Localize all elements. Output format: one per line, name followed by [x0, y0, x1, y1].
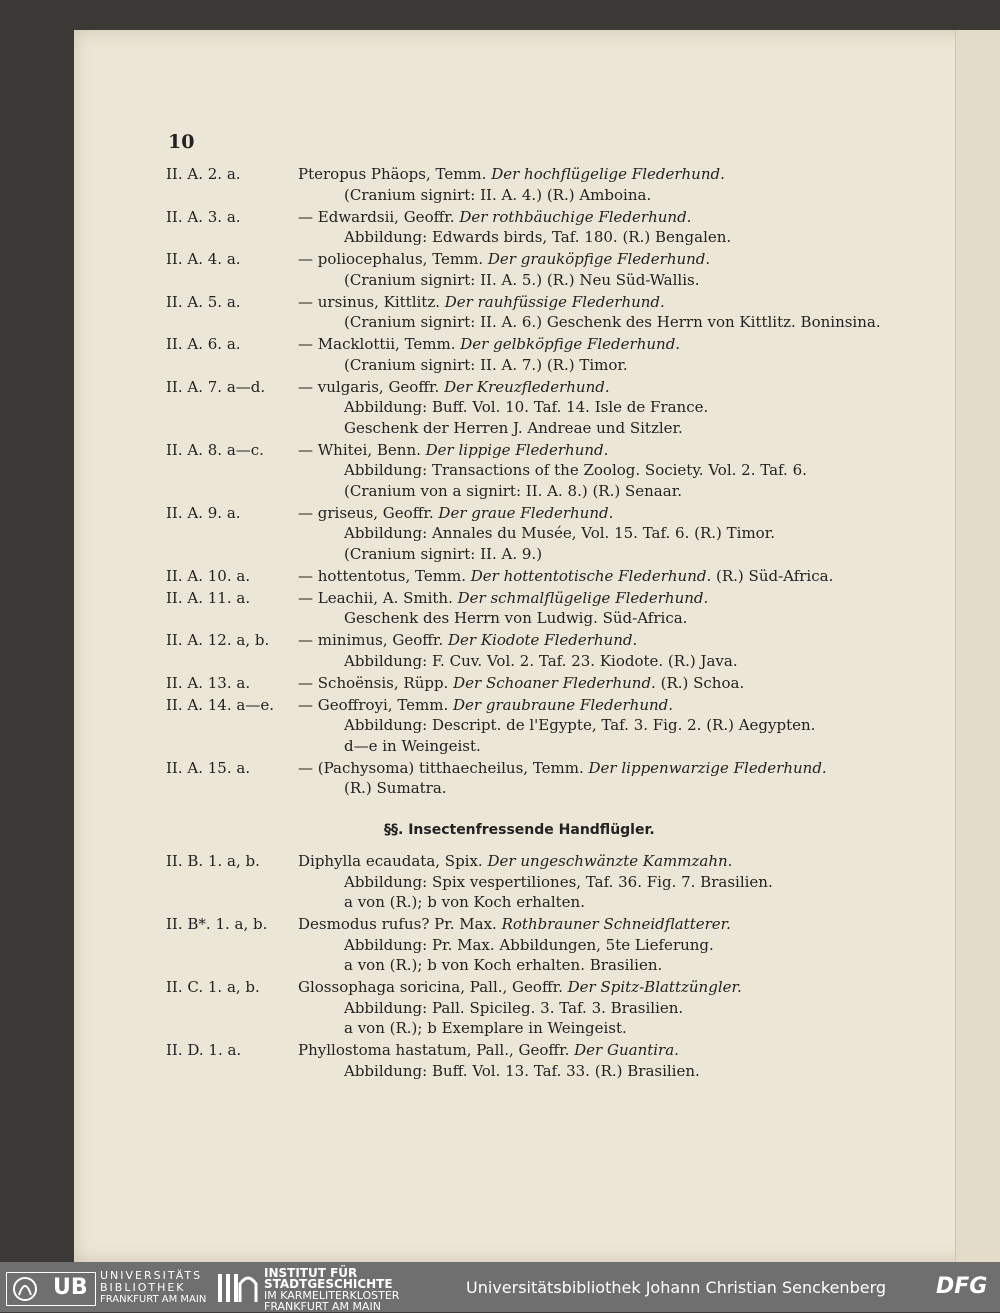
entry-detail-line: (Cranium signirt: II. A. 4.) (R.) Amboina. [344, 185, 652, 204]
entry-name [298, 504, 613, 522]
entry-detail-line: Abbildung: Buff. Vol. 13. Taf. 33. (R.) Brasilien. [344, 1061, 700, 1080]
species-name: — minimus, Geoffr. [298, 631, 448, 649]
ub-line-2: BIBLIOTHEK [100, 1281, 186, 1294]
entry-detail-line: Abbildung: Transactions of the Zoolog. Society. Vol. 2. Taf. 6. [344, 461, 807, 479]
entry-detail-line: a von (R.); b von Koch erhalten. [344, 893, 585, 911]
species-name: Pteropus Phäops, Temm. [298, 165, 492, 183]
entry-code: II. A. 12. a, b. [166, 631, 270, 649]
entry-code: II. A. 11. a. [166, 588, 251, 607]
entry-code: II. A. 7. a—d. [166, 377, 266, 396]
entry-detail-line: Abbildung: Edwards birds, Taf. 180. (R.) Bengalen. [344, 228, 732, 246]
entry-name [298, 567, 833, 585]
entry-name [298, 696, 673, 714]
german-name: Der graubraune Flederhund. [453, 695, 674, 714]
ub-logo [6, 1272, 96, 1306]
entry-code: II. A. 6. a. [166, 335, 241, 353]
species-name: — poliocephalus, Temm. [298, 250, 488, 268]
german-name: Der graue Flederhund. [438, 503, 614, 522]
entry-name [298, 208, 691, 226]
german-name: Rothbrauner Schneidflatterer. [501, 915, 731, 933]
ub-line-3: FRANKFURT AM MAIN [100, 1294, 207, 1305]
inst-line-3: IM KARMELITERKLOSTER [264, 1289, 400, 1302]
species-name: Diphylla ecaudata, Spix. [298, 852, 488, 870]
entry-tail: (R.) Süd-Africa. [711, 566, 834, 585]
entry-name [298, 674, 744, 692]
species-name: — Edwardsii, Geoffr. [298, 207, 460, 226]
german-name: Der Guantira. [574, 1041, 679, 1059]
entry-detail-line: d—e in Weingeist. [344, 736, 481, 755]
german-name: Der grauköpfige Flederhund. [487, 250, 711, 268]
entry-code: II. A. 4. a. [166, 250, 241, 268]
entry-name [298, 978, 742, 996]
species-name: — (Pachysoma) titthaecheilus, Temm. [298, 758, 589, 777]
entry-detail-line: Abbildung: Annales du Musée, Vol. 15. Taf. 6. (R.) Timor. [344, 524, 775, 542]
species-name: — vulgaris, Geoffr. [298, 377, 445, 396]
entry-detail-line: a von (R.); b von Koch erhalten. Brasilien. [344, 956, 663, 974]
entry-detail-line: a von (R.); b Exemplare in Weingeist. [344, 1019, 627, 1037]
entry-code: II. A. 15. a. [166, 758, 251, 777]
footer-bar [0, 1262, 1000, 1312]
entry-name [298, 631, 637, 649]
species-name: — griseus, Geoffr. [298, 503, 439, 522]
entry-name [298, 852, 732, 870]
species-name: — ursinus, Kittlitz. [298, 292, 445, 311]
entry-detail-line: Abbildung: Pr. Max. Abbildungen, 5te Lieferung. [344, 935, 714, 954]
species-name: Glossophaga soricina, Pall., Geoffr. [298, 978, 568, 996]
german-name: Der gelbköpfige Flederhund. [460, 335, 681, 353]
library-name: Universitätsbibliothek Johann Christian Senckenberg [466, 1278, 887, 1297]
entry-name [298, 589, 708, 607]
entry-code: II. D. 1. a. [166, 1041, 242, 1059]
entry-detail-line: Abbildung: Spix vespertiliones, Taf. 36. Fig. 7. Brasilien. [344, 872, 773, 891]
species-name: — Leachii, A. Smith. [298, 588, 458, 607]
german-name: Der Schoaner Flederhund. [453, 673, 656, 692]
entry-name [298, 441, 608, 459]
page-edge [955, 30, 1000, 1262]
entry-detail-line: Abbildung: F. Cuv. Vol. 2. Taf. 23. Kiodote. (R.) Java. [344, 651, 738, 670]
entry-code: II. A. 5. a. [166, 292, 241, 311]
entry-name [298, 378, 610, 396]
german-name: Der Spitz-Blattzüngler. [567, 978, 742, 996]
institute-logo-icon [216, 1270, 258, 1304]
entry-code: II. C. 1. a, b. [166, 978, 260, 996]
entry-detail-line: (Cranium signirt: II. A. 6.) Geschenk des Herrn von Kittlitz. Boninsina. [344, 313, 881, 331]
entry-code: II. A. 14. a—e. [166, 695, 274, 714]
german-name: Der ungeschwänzte Kammzahn. [487, 852, 733, 870]
entry-name [298, 165, 725, 183]
entry-name [298, 1041, 679, 1059]
german-name: Der rauhfüssige Flederhund. [444, 292, 665, 311]
species-name: Phyllostoma hastatum, Pall., Geoffr. [298, 1041, 575, 1059]
ub-emblem-icon [7, 1273, 47, 1305]
entry-code: II. A. 9. a. [166, 503, 241, 522]
entry-tail: (R.) Schoa. [655, 673, 745, 692]
entry-name [298, 335, 680, 353]
entry-detail-line: (Cranium von a signirt: II. A. 8.) (R.) Senaar. [344, 481, 682, 500]
section-heading: §§. Insectenfressende Handflügler. [384, 822, 655, 838]
entry-detail-line: Abbildung: Buff. Vol. 10. Taf. 14. Isle de France. [344, 398, 709, 416]
german-name: Der Kreuzflederhund. [444, 377, 610, 396]
entry-detail-line: Geschenk des Herrn von Ludwig. Süd-Africa. [344, 609, 688, 627]
species-name: — Whitei, Benn. [298, 440, 426, 459]
entry-detail-line: (Cranium signirt: II. A. 7.) (R.) Timor. [344, 355, 628, 374]
ub-name [100, 1270, 206, 1306]
entry-name [298, 293, 665, 311]
entry-code: II. A. 13. a. [166, 673, 251, 692]
institute-name [264, 1268, 399, 1312]
german-name: Der rothbäuchige Flederhund. [459, 207, 692, 226]
species-name: Desmodus rufus? Pr. Max. [298, 915, 502, 933]
species-name: — hottentotus, Temm. [298, 566, 471, 585]
entry-name [298, 759, 827, 777]
entry-detail-line: Abbildung: Pall. Spicileg. 3. Taf. 3. Brasilien. [344, 998, 684, 1017]
entry-code: II. A. 3. a. [166, 207, 241, 226]
species-name: — Geoffroyi, Temm. [298, 695, 454, 714]
inst-line-4: FRANKFURT AM MAIN [264, 1300, 381, 1313]
german-name: Der lippenwarzige Flederhund. [588, 758, 827, 777]
entry-detail-line: (Cranium signirt: II. A. 9.) [344, 544, 543, 563]
dfg-logo: DFG [936, 1274, 988, 1299]
entry-detail-line: (R.) Sumatra. [344, 779, 447, 797]
entry-code: II. B. 1. a, b. [166, 852, 260, 870]
german-name: Der lippige Flederhund. [425, 440, 609, 459]
entry-name [298, 915, 731, 933]
species-name: — Macklottii, Temm. [298, 335, 461, 353]
entry-code: II. A. 2. a. [166, 165, 241, 183]
page-number: 10 [168, 131, 195, 153]
entry-detail-line: Abbildung: Descript. de l'Egypte, Taf. 3. Fig. 2. (R.) Aegypten. [344, 716, 816, 734]
entry-code: II. A. 10. a. [166, 566, 251, 585]
german-name: Der schmalflügelige Flederhund. [457, 588, 709, 607]
german-name: Der hottentotische Flederhund. [470, 566, 712, 585]
ub-line-1: UNIVERSITÄTS [100, 1269, 203, 1282]
german-name: Der Kiodote Flederhund. [447, 631, 638, 649]
entry-code: II. B*. 1. a, b. [166, 915, 268, 933]
inst-line-2: STADTGESCHICHTE [264, 1277, 393, 1291]
entry-detail-line: (Cranium signirt: II. A. 5.) (R.) Neu Süd-Wallis. [344, 270, 700, 289]
inst-line-1: INSTITUT FÜR [264, 1266, 358, 1280]
entry-name [298, 250, 710, 268]
entry-detail-line: Geschenk der Herren J. Andreae und Sitzler. [344, 418, 683, 437]
german-name: Der hochflügelige Flederhund. [491, 165, 725, 183]
species-name: — Schoënsis, Rüpp. [298, 673, 454, 692]
ub-mark: UB [53, 1275, 88, 1300]
entry-code: II. A. 8. a—c. [166, 440, 264, 459]
